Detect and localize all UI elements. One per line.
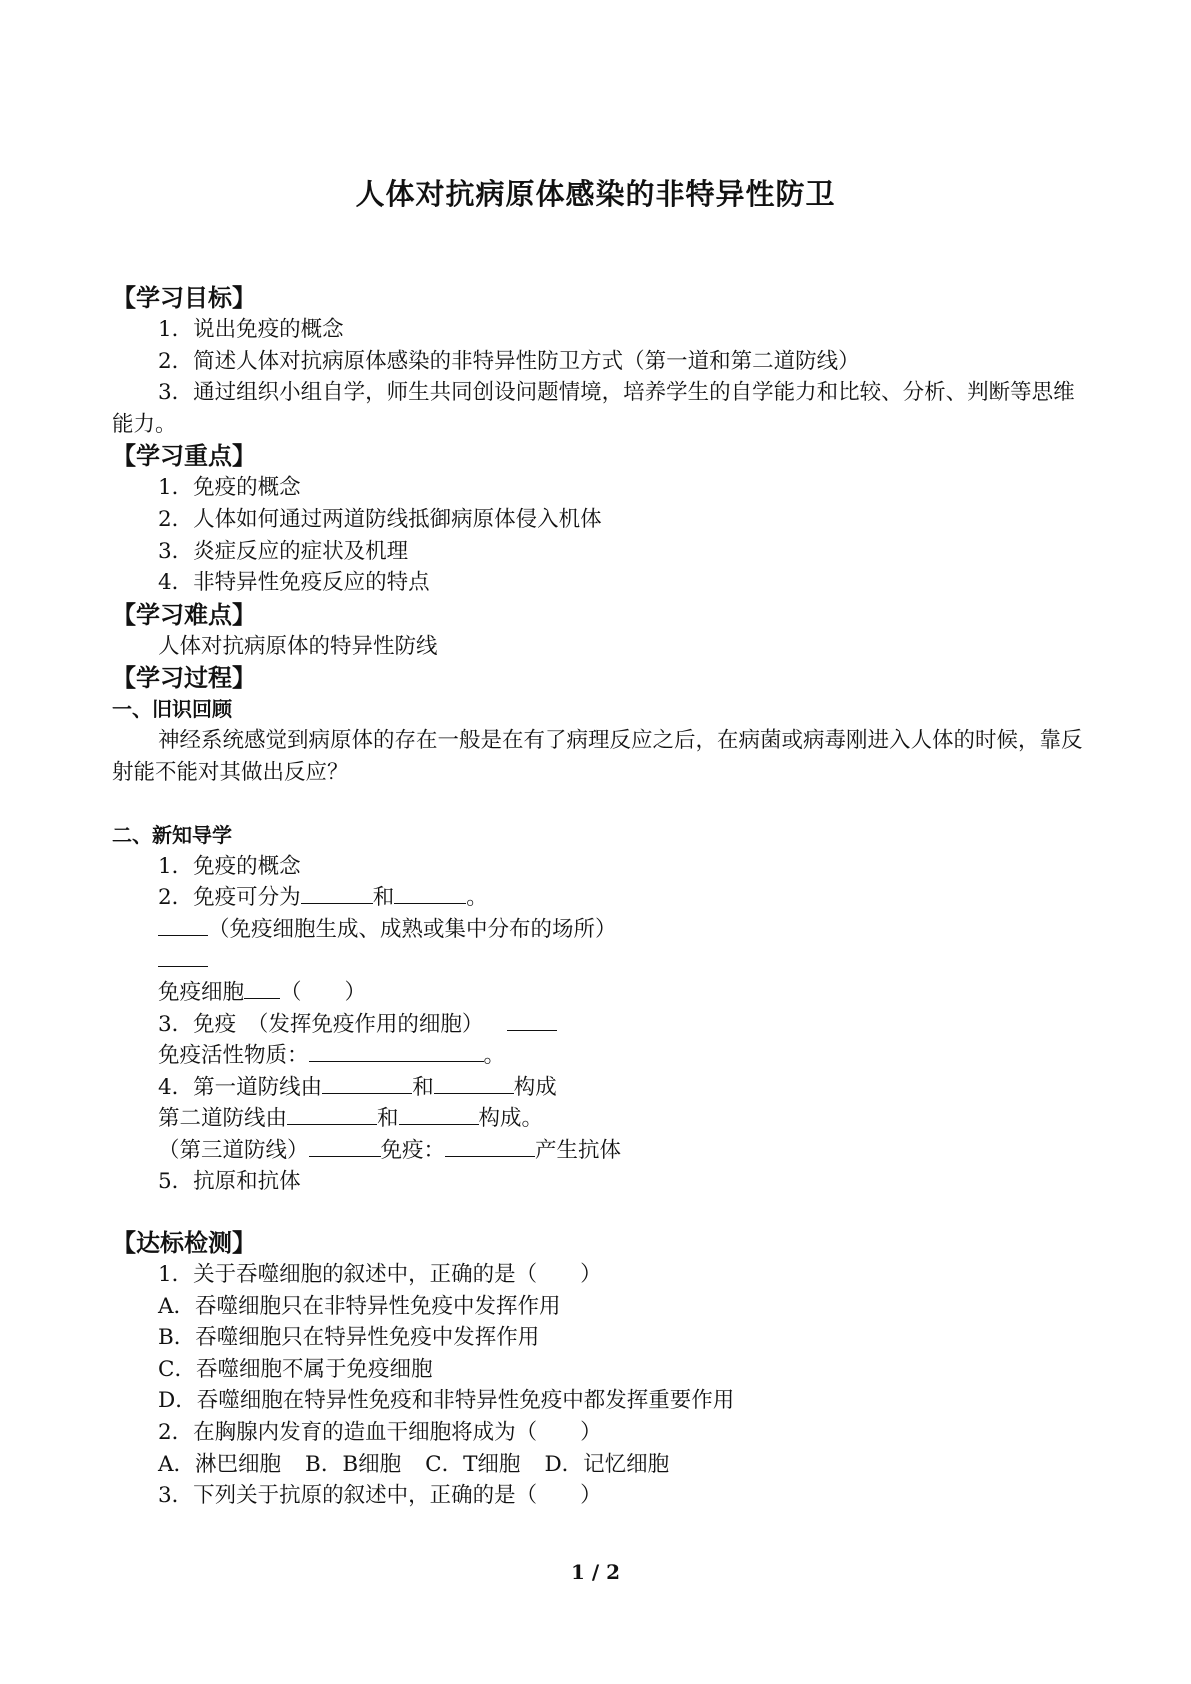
key-point-item: 2．人体如何通过两道防线抵御病原体侵入机体: [158, 506, 602, 532]
question-1-option: C．吞噬细胞不属于免疫细胞: [158, 1356, 433, 1382]
item-text: （ ）: [280, 979, 367, 1005]
item-text: 免疫活性物质：: [158, 1043, 309, 1069]
item-text: 免疫细胞: [158, 979, 245, 1005]
fill-blank[interactable]: [244, 980, 280, 999]
fill-blank[interactable]: [309, 1138, 381, 1157]
key-point-item: 4．非特异性免疫反应的特点: [158, 570, 430, 596]
item-text: 构成。: [478, 1106, 544, 1132]
item-active-substance: [112, 1040, 1092, 1072]
item-antigen-antibody: 5．抗原和抗体: [158, 1169, 301, 1195]
fill-blank[interactable]: [287, 1106, 377, 1125]
key-point-item: 3．炎症反应的症状及机理: [158, 538, 409, 564]
item-text: 3．免疫 （发挥免疫作用的细胞）: [158, 1011, 484, 1037]
item-text: （第三道防线）: [158, 1137, 309, 1163]
review-question: 神经系统感觉到病原体的存在一般是在有了病理反应之后，在病菌或病毒刚进入人体的时候，靠反射能不能对其做出反应？: [112, 728, 1083, 785]
item-second-line: [112, 1103, 1092, 1135]
item-immunity-types: [112, 882, 1092, 914]
question-2-option: D．记忆细胞: [544, 1451, 670, 1477]
section-heading-goals: 【学习目标】: [112, 284, 256, 312]
fill-blank[interactable]: [309, 1043, 484, 1062]
item-text: 第二道防线由: [158, 1106, 288, 1132]
section-heading-key-points: 【学习重点】: [112, 442, 256, 471]
item-text: （免疫细胞生成、成熟或集中分布的场所）: [208, 916, 617, 942]
question-3: 3．下列关于抗原的叙述中，正确的是（ ）: [158, 1483, 602, 1509]
item-immune-system: [112, 1009, 1092, 1041]
item-immune-cells: [112, 977, 1092, 1009]
item-text: 免疫：: [380, 1137, 446, 1163]
goal-item: 1．说出免疫的概念: [158, 317, 344, 342]
question-1: 1．关于吞噬细胞的叙述中，正确的是（ ）: [158, 1262, 602, 1288]
fill-blank[interactable]: [445, 1138, 535, 1157]
item-text: 和: [412, 1074, 434, 1100]
question-2: 2．在胸腺内发育的造血干细胞将成为（ ）: [158, 1420, 602, 1446]
section-heading-difficult: 【学习难点】: [112, 600, 256, 629]
fill-blank[interactable]: [434, 1075, 514, 1094]
fill-blank[interactable]: [399, 1106, 479, 1125]
part-review-title: 一、旧识回顾: [112, 697, 232, 722]
fill-blank[interactable]: [158, 948, 208, 967]
item-text: 构成: [513, 1074, 557, 1100]
question-2-option: B．B细胞: [305, 1451, 402, 1477]
question-2-option: A．淋巴细胞: [158, 1451, 282, 1477]
section-heading-test: 【达标检测】: [112, 1229, 256, 1258]
page-number: 1 / 2: [570, 1560, 621, 1584]
question-1-option: D．吞噬细胞在特异性免疫和非特异性免疫中都发挥重要作用: [158, 1388, 735, 1414]
fill-blank[interactable]: [507, 1012, 557, 1031]
item-text: 。: [483, 1043, 506, 1069]
item-immune-organ: [112, 914, 1092, 946]
question-2-options: [112, 1449, 1092, 1481]
page-title: 人体对抗病原体感染的非特异性防卫: [355, 177, 836, 211]
item-immunity-concept: 1．免疫的概念: [158, 853, 301, 879]
difficult-point: 人体对抗病原体的特异性防线: [158, 633, 438, 659]
document-body: [112, 282, 1092, 1512]
part-new-knowledge-title: 二、新知导学: [112, 822, 232, 847]
question-2-option: C．T细胞: [425, 1451, 521, 1477]
item-first-line: [112, 1072, 1092, 1104]
item-text: 产生抗体: [535, 1137, 622, 1163]
item-text: 。: [466, 885, 488, 911]
item-text: 和: [372, 885, 395, 911]
fill-blank[interactable]: [158, 917, 208, 936]
item-text: 4．第一道防线由: [158, 1074, 323, 1100]
fill-blank[interactable]: [394, 885, 466, 904]
item-blank-line: [112, 945, 1092, 977]
item-third-line: [112, 1135, 1092, 1167]
goal-item: 3．通过组织小组自学，师生共同创设问题情境，培养学生的自学能力和比较、分析、判断等思维能力。: [112, 380, 1075, 437]
item-text: 和: [377, 1106, 399, 1132]
key-point-item: 1．免疫的概念: [158, 475, 301, 501]
item-text: 2．免疫可分为: [158, 885, 301, 911]
question-1-option: A．吞噬细胞只在非特异性免疫中发挥作用: [158, 1293, 561, 1319]
fill-blank[interactable]: [322, 1075, 412, 1094]
goal-item: 2．简述人体对抗病原体感染的非特异性防卫方式（第一道和第二道防线）: [158, 348, 860, 374]
question-1-option: B．吞噬细胞只在特异性免疫中发挥作用: [158, 1325, 540, 1351]
fill-blank[interactable]: [301, 885, 373, 904]
section-heading-process: 【学习过程】: [112, 664, 256, 693]
